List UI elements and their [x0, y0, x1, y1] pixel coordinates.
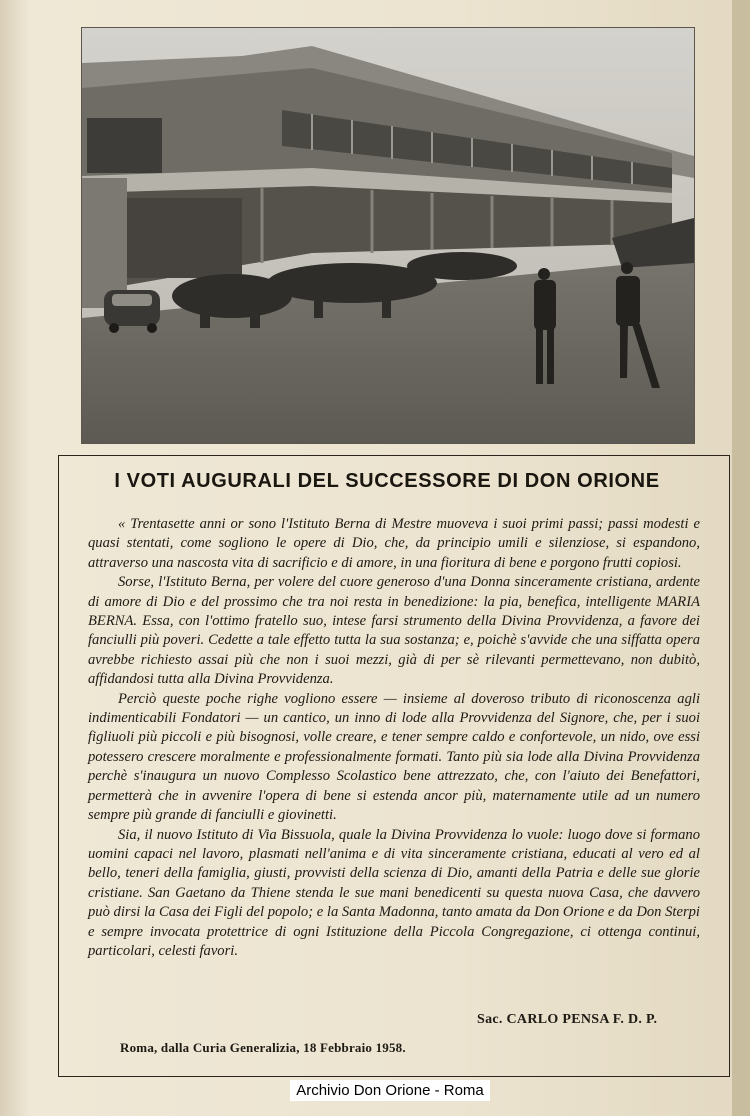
- adjacent-page-edge: [732, 0, 750, 1116]
- paragraph-3: Perciò queste poche righe vogliono essere — insieme al doveroso tributo di riconoscenza agli indimenticabili Fondatori — un cantico, un inno di lode alla Provvidenza del Signore, che, per i suoi figliuoli più piccoli e più bisognosi, volle creare, e tener sempre caldo e confortevole, un nido, ove essi potessero crescere moralmente e professionalmente formati. Tanto più sia lode alla Divina Provvidenza perchè s'inaugura un nuovo Complesso Scolastico bene attrezzato, che, con l'aiuto dei Benefattori, permetterà che in avvenire l'opera di bene si estenda ancor più, maternamente utile ad un numero sempre più grande di fanciulli e giovinetti.: [88, 690, 700, 824]
- dateline: Roma, dalla Curia Generalizia, 18 Febbraio 1958.: [120, 1040, 406, 1055]
- article-body: [88, 515, 700, 961]
- article-title: I VOTI AUGURALI DEL SUCCESSORE DI DON ORIONE: [114, 470, 660, 492]
- archive-label: Archivio Don Orione - Roma: [290, 1080, 490, 1101]
- signature: Sac. CARLO PENSA F. D. P.: [477, 1012, 658, 1027]
- paragraph-1: « Trentasette anni or sono l'Istituto Berna di Mestre muoveva i suoi primi passi; passi modesti e quasi stentati, come sogliono le opere di Dio, che, da principio umili e silenziose, si espandono, attraverso una nascosta vita di sacrificio e di amore, in una fioritura di bene e porgono frutti copiosi.: [88, 516, 700, 571]
- school-building-photo: [82, 28, 694, 443]
- paragraph-2: Sorse, l'Istituto Berna, per volere del cuore generoso d'una Donna sinceramente cristiana, ardente di amore di Dio e del prossimo che tra noi resta in benedizione: la pia, benefica, intelligente MARIA BERNA. Essa, con l'ottimo fratello suo, intese farsi strumento della Divina Provvidenza, a favore dei fanciulli più poveri. Cedette a tale effetto tutta la sua sostanza; e, poichè s'avvide che una siffatta opera avrebbe richiesto assai più che non i suoi mezzi, già di per sè rilevanti permettevano, non dubitò, affidandosi tutta alla Divina Provvidenza.: [88, 574, 700, 688]
- archive-caption: [0, 1082, 750, 1099]
- paragraph-4: Sia, il nuovo Istituto di Via Bissuola, quale la Divina Provvidenza lo vuole: luogo dove si formano uomini capaci nel lavoro, plasmati nell'anima e di vita sinceramente cristiana, educati al vero ed al bello, teneri della famiglia, giusti, provvisti della scienza di Dio, amanti della Patria e delle sue glorie cristiane. San Gaetano da Thiene stenda le sue mani benedicenti su questa nuova Casa, che davvero può dirsi la Casa dei Figli del popolo; e la Santa Madonna, tanto amata da Don Orione e da Don Sterpi e sempre invocata protettrice di ogni Istituzione della Piccola Congregazione, ci ottenga continui, particolari, celesti favori.: [88, 826, 700, 959]
